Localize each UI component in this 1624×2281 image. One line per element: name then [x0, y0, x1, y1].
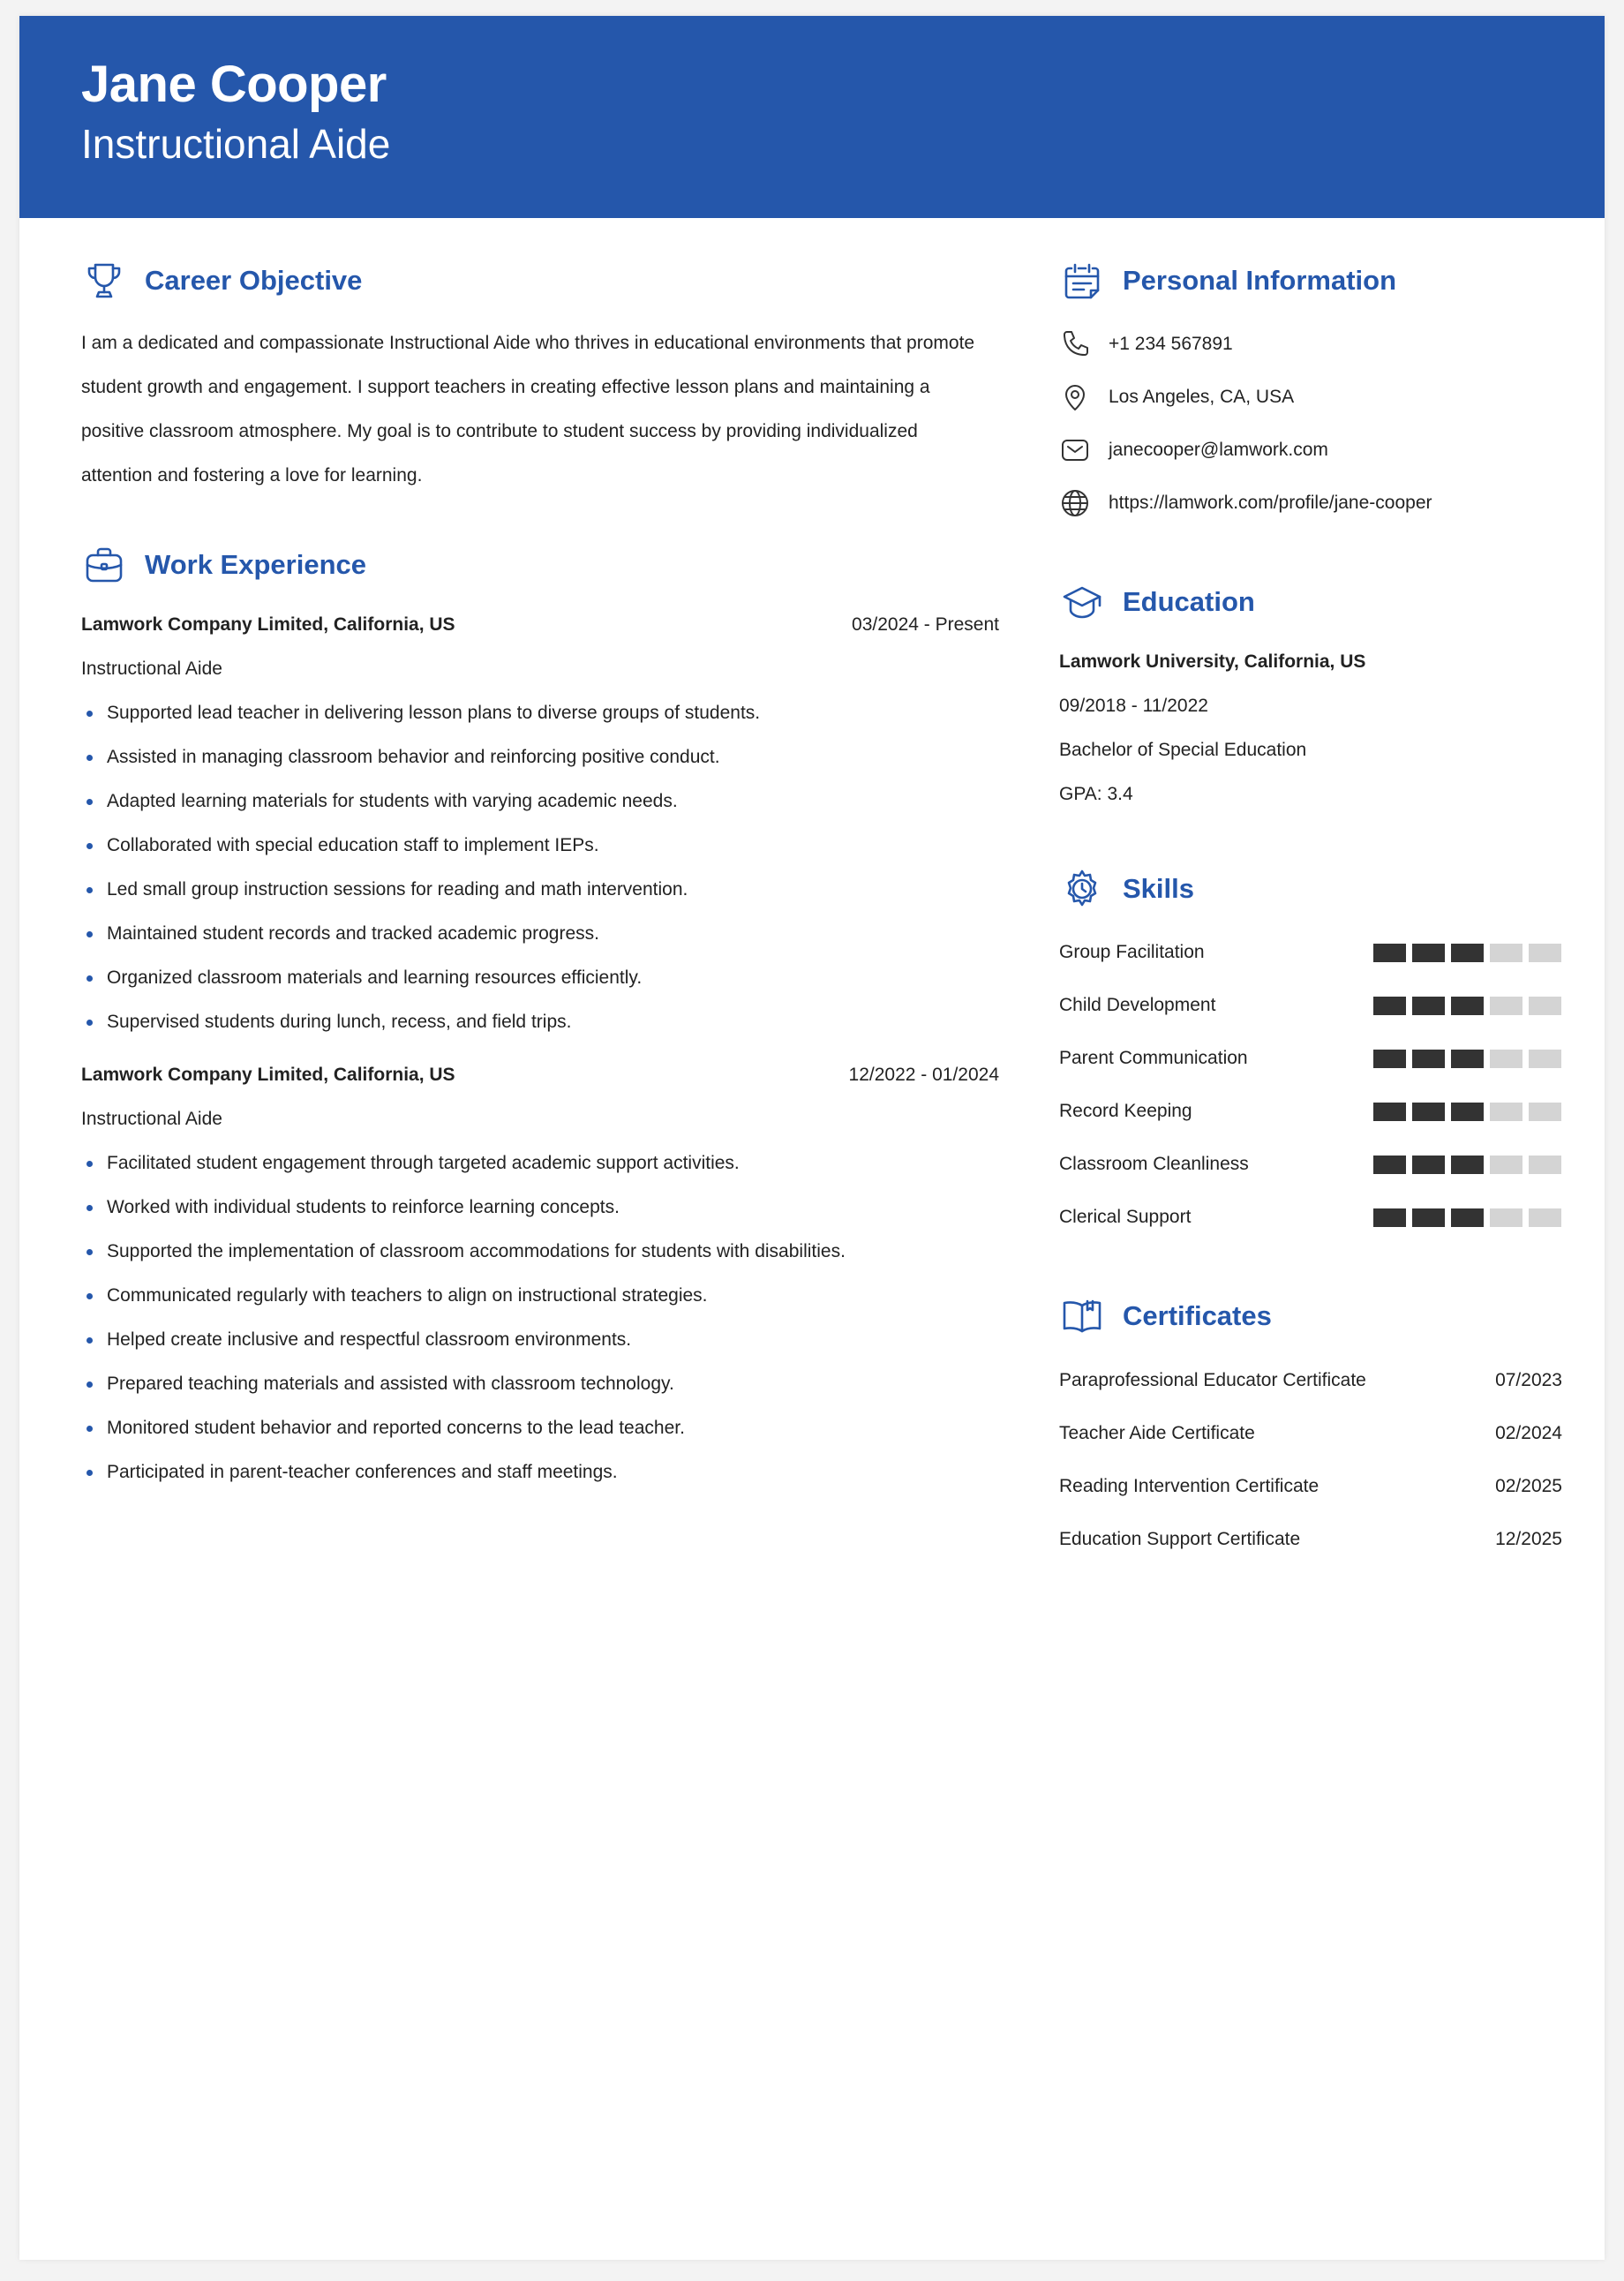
- skill-level-bars: [1373, 1156, 1561, 1174]
- skill-row: [1059, 979, 1562, 1032]
- location-pin-icon: [1059, 381, 1091, 413]
- skills-list: [1059, 926, 1562, 1244]
- job-bullet: Organized classroom materials and learning resources efficiently.: [81, 956, 999, 1000]
- certificate-name: Reading Intervention Certificate: [1059, 1476, 1320, 1496]
- left-column: [81, 254, 999, 1494]
- job-bullet: Led small group instruction sessions for reading and math intervention.: [81, 868, 999, 912]
- job-dates: 03/2024 - Present: [852, 614, 999, 635]
- objective-line: student growth and engagement. I support teachers in creating effective lesson plans and maintaining a: [81, 377, 930, 397]
- job-bullet: Communicated regularly with teachers to align on instructional strategies.: [81, 1274, 999, 1318]
- skill-bar-filled: [1373, 1050, 1406, 1068]
- skill-bar-filled: [1412, 1156, 1445, 1174]
- candidate-name: Jane Cooper: [81, 56, 387, 113]
- job-entry: [81, 603, 999, 1044]
- skill-bar-filled: [1451, 1208, 1484, 1227]
- career-objective-header: [81, 254, 999, 307]
- skill-name: Group Facilitation: [1059, 942, 1205, 962]
- skill-level-bars: [1373, 1103, 1561, 1121]
- job-bullet: Supported the implementation of classroom accommodations for students with disabilities.: [81, 1230, 999, 1274]
- section-title: Personal Information: [1123, 265, 1397, 296]
- job-entry: [81, 1053, 999, 1494]
- email-icon: [1059, 434, 1091, 466]
- skill-bar-filled: [1373, 944, 1406, 962]
- job-bullets: [81, 691, 999, 1044]
- skill-row: [1059, 1032, 1562, 1085]
- skill-bar-filled: [1412, 944, 1445, 962]
- skill-name: Child Development: [1059, 995, 1216, 1015]
- gear-clock-icon: [1059, 866, 1105, 912]
- personal-information-header: [1059, 254, 1562, 307]
- certificates-header: [1059, 1290, 1562, 1343]
- job-bullet: Collaborated with special education staff to implement IEPs.: [81, 824, 999, 868]
- skill-bar-empty: [1490, 1208, 1522, 1227]
- skill-bar-empty: [1490, 1156, 1522, 1174]
- certificate-date: 02/2024: [1495, 1423, 1562, 1443]
- job-bullet: Monitored student behavior and reported concerns to the lead teacher.: [81, 1406, 999, 1450]
- skill-name: Parent Communication: [1059, 1048, 1248, 1068]
- objective-line: I am a dedicated and compassionate Instructional Aide who thrives in educational environments that promote: [81, 333, 975, 353]
- job-header: [81, 603, 999, 647]
- certificate-row: [1059, 1354, 1562, 1407]
- trophy-icon: [81, 258, 127, 304]
- skill-row: [1059, 926, 1562, 979]
- location-text: Los Angeles, CA, USA: [1109, 387, 1295, 407]
- job-dates: 12/2022 - 01/2024: [848, 1065, 999, 1085]
- certificate-row: [1059, 1407, 1562, 1460]
- globe-icon: [1059, 487, 1091, 519]
- skill-name: Classroom Cleanliness: [1059, 1154, 1249, 1174]
- section-title: Career Objective: [145, 265, 363, 296]
- work-experience-header: [81, 538, 999, 591]
- objective-line: attention and fostering a love for learning.: [81, 465, 423, 486]
- skill-row: [1059, 1085, 1562, 1138]
- email-row: [1059, 424, 1562, 477]
- certificate-date: 07/2023: [1495, 1370, 1562, 1390]
- job-bullets: [81, 1141, 999, 1494]
- skill-bar-filled: [1373, 1208, 1406, 1227]
- skill-bar-filled: [1451, 1103, 1484, 1121]
- skill-bar-empty: [1490, 1050, 1522, 1068]
- candidate-title: Instructional Aide: [81, 121, 391, 167]
- education-section: [1059, 576, 1562, 817]
- skill-bar-empty: [1529, 1156, 1561, 1174]
- job-company: Lamwork Company Limited, California, US: [81, 1065, 455, 1085]
- certificates-section: [1059, 1290, 1562, 1566]
- skill-level-bars: [1373, 944, 1561, 962]
- skill-row: [1059, 1191, 1562, 1244]
- certificate-date: 02/2025: [1495, 1476, 1562, 1496]
- skill-name: Record Keeping: [1059, 1101, 1192, 1121]
- job-role: Instructional Aide: [81, 1109, 222, 1129]
- skill-bar-filled: [1412, 1208, 1445, 1227]
- education-degree: Bachelor of Special Education: [1059, 740, 1307, 760]
- website-text: https://lamwork.com/profile/jane-cooper: [1109, 493, 1432, 513]
- personal-information-section: [1059, 254, 1562, 530]
- skill-bar-filled: [1451, 1050, 1484, 1068]
- skill-bar-filled: [1451, 1156, 1484, 1174]
- skill-bar-filled: [1451, 944, 1484, 962]
- skill-bar-filled: [1412, 1103, 1445, 1121]
- job-bullet: Prepared teaching materials and assisted with classroom technology.: [81, 1362, 999, 1406]
- education-school: Lamwork University, California, US: [1059, 651, 1366, 672]
- resume-page: [19, 16, 1605, 2260]
- skill-level-bars: [1373, 997, 1561, 1015]
- job-bullet: Supervised students during lunch, recess, and field trips.: [81, 1000, 999, 1044]
- skill-level-bars: [1373, 1208, 1561, 1227]
- briefcase-icon: [81, 542, 127, 588]
- skill-bar-empty: [1529, 1050, 1561, 1068]
- skill-bar-empty: [1529, 1103, 1561, 1121]
- email-text: janecooper@lamwork.com: [1109, 440, 1328, 460]
- phone-row: [1059, 318, 1562, 371]
- section-title: Skills: [1123, 873, 1194, 904]
- skill-bar-filled: [1373, 997, 1406, 1015]
- work-experience-section: [81, 538, 999, 1494]
- skill-row: [1059, 1138, 1562, 1191]
- website-row: [1059, 477, 1562, 530]
- skill-bar-filled: [1373, 1103, 1406, 1121]
- section-title: Education: [1123, 586, 1255, 617]
- education-header: [1059, 576, 1562, 629]
- objective-line: positive classroom atmosphere. My goal is to contribute to student success by providing individualized: [81, 421, 918, 441]
- certificate-row: [1059, 1460, 1562, 1513]
- skills-section: [1059, 862, 1562, 1244]
- right-column: [1059, 254, 1562, 1566]
- skill-bar-empty: [1490, 1103, 1522, 1121]
- skill-bar-empty: [1529, 944, 1561, 962]
- skill-name: Clerical Support: [1059, 1207, 1192, 1227]
- open-book-icon: [1059, 1293, 1105, 1339]
- phone-text: +1 234 567891: [1109, 334, 1233, 354]
- certificate-name: Teacher Aide Certificate: [1059, 1423, 1255, 1443]
- job-bullet: Maintained student records and tracked academic progress.: [81, 912, 999, 956]
- career-objective-section: [81, 254, 999, 498]
- skill-bar-empty: [1529, 1208, 1561, 1227]
- education-gpa: GPA: 3.4: [1059, 784, 1133, 804]
- certificate-row: [1059, 1513, 1562, 1566]
- job-bullet: Participated in parent-teacher conferences and staff meetings.: [81, 1450, 999, 1494]
- certificate-date: 12/2025: [1495, 1529, 1562, 1549]
- section-title: Work Experience: [145, 549, 366, 580]
- career-objective-text: [81, 321, 999, 498]
- skill-bar-empty: [1490, 997, 1522, 1015]
- job-bullet: Worked with individual students to reinforce learning concepts.: [81, 1186, 999, 1230]
- skill-bar-filled: [1451, 997, 1484, 1015]
- job-company: Lamwork Company Limited, California, US: [81, 614, 455, 635]
- job-bullet: Adapted learning materials for students with varying academic needs.: [81, 779, 999, 824]
- location-row: [1059, 371, 1562, 424]
- section-title: Certificates: [1123, 1300, 1272, 1331]
- job-bullet: Facilitated student engagement through targeted academic support activities.: [81, 1141, 999, 1186]
- skill-bar-filled: [1373, 1156, 1406, 1174]
- resume-header: [19, 16, 1605, 218]
- certificate-name: Education Support Certificate: [1059, 1529, 1301, 1549]
- skill-bar-empty: [1490, 944, 1522, 962]
- graduation-cap-icon: [1059, 579, 1105, 625]
- skills-header: [1059, 862, 1562, 915]
- job-bullet: Assisted in managing classroom behavior and reinforcing positive conduct.: [81, 735, 999, 779]
- job-role: Instructional Aide: [81, 659, 222, 679]
- skill-bar-filled: [1412, 1050, 1445, 1068]
- education-dates: 09/2018 - 11/2022: [1059, 696, 1208, 716]
- skill-bar-empty: [1529, 997, 1561, 1015]
- job-bullet: Supported lead teacher in delivering lesson plans to diverse groups of students.: [81, 691, 999, 735]
- phone-icon: [1059, 328, 1091, 360]
- skill-level-bars: [1373, 1050, 1561, 1068]
- certificate-name: Paraprofessional Educator Certificate: [1059, 1370, 1366, 1390]
- calendar-note-icon: [1059, 258, 1105, 304]
- skill-bar-filled: [1412, 997, 1445, 1015]
- job-header: [81, 1053, 999, 1097]
- job-bullet: Helped create inclusive and respectful classroom environments.: [81, 1318, 999, 1362]
